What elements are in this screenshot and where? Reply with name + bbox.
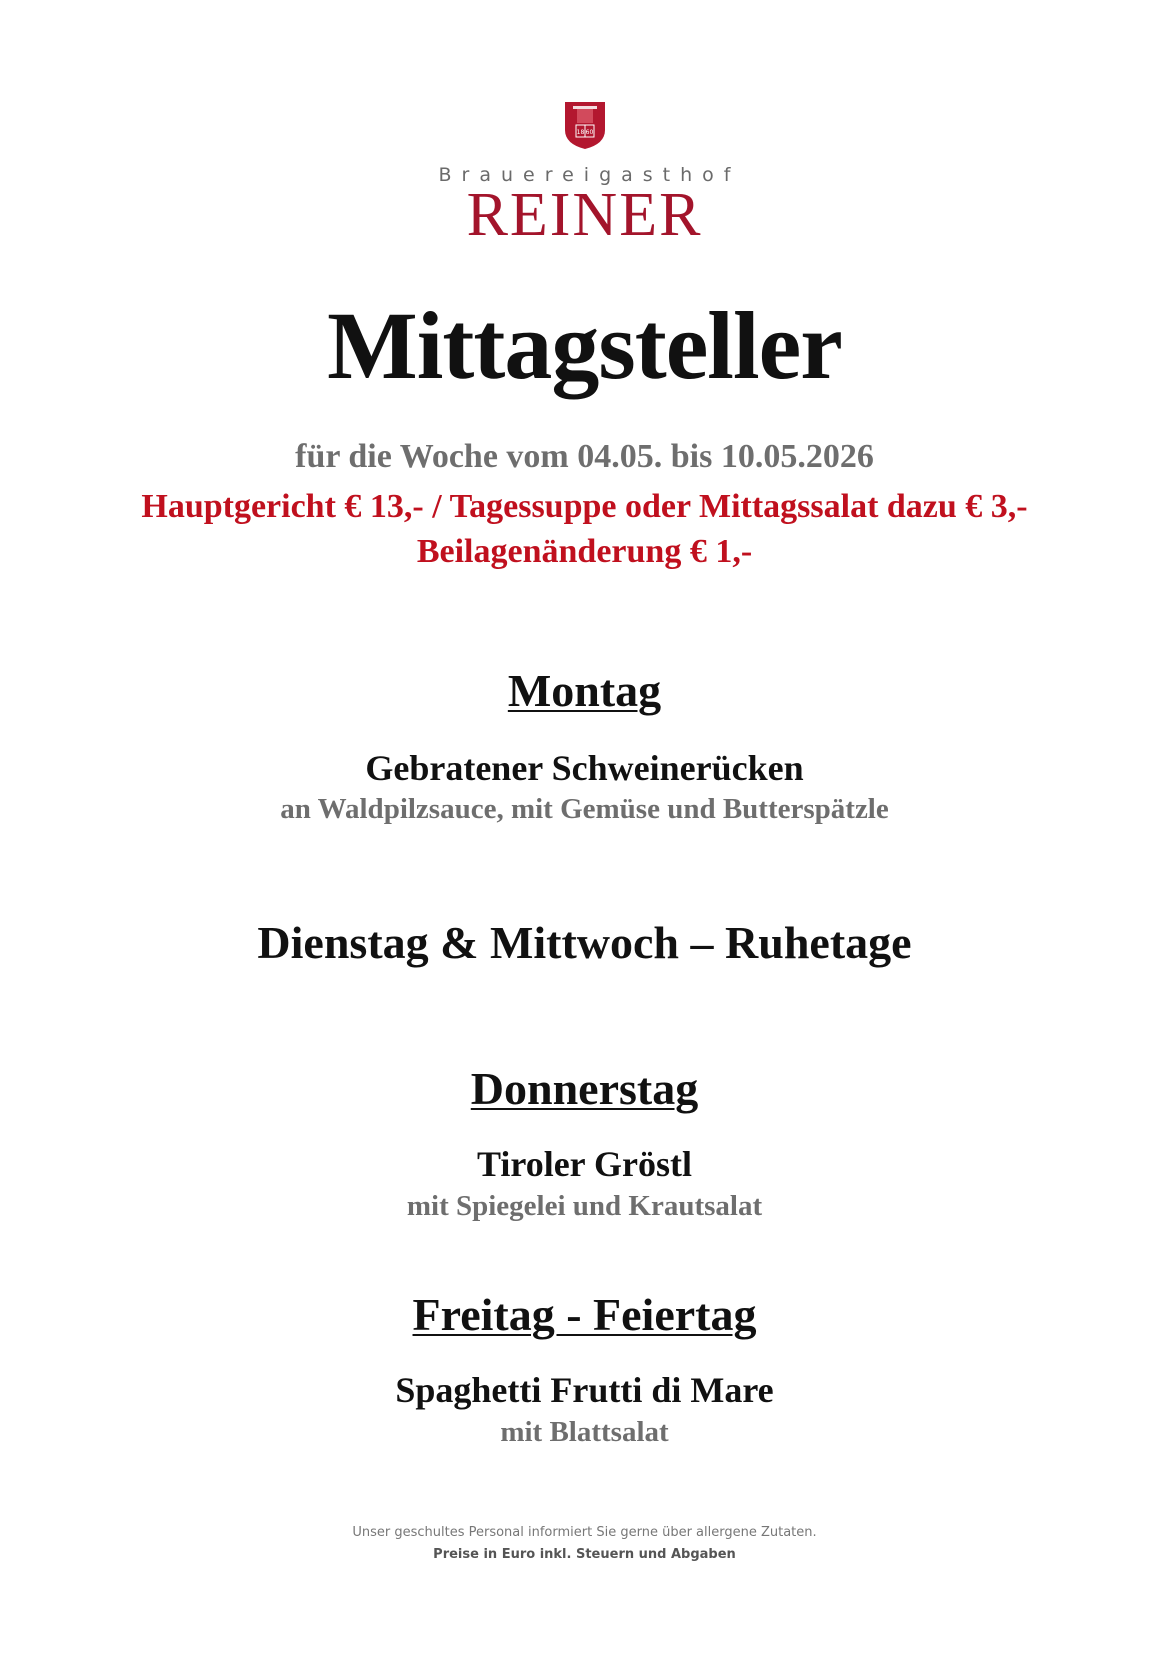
day-heading-thursday-text: Donnerstag (470, 1063, 699, 1114)
dish-thursday: Tiroler Gröstl (477, 1144, 692, 1184)
day-heading-thursday (0, 1063, 1169, 1114)
logo-year-left: 18 (576, 129, 585, 136)
allergen-note: Unser geschultes Personal informiert Sie gerne über allergene Zutaten. (352, 1525, 817, 1540)
dish-monday: Gebratener Schweinerücken (365, 748, 804, 788)
week-range: für die Woche vom 04.05. bis 10.05.2026 (295, 438, 874, 475)
brewery-shield-icon (563, 100, 607, 150)
logo-year-right: 60 (585, 129, 594, 136)
day-heading-friday-text: Freitag - Feiertag (412, 1289, 757, 1340)
brand-name: REINER (466, 181, 703, 249)
side-monday: an Waldpilzsauce, mit Gemüse und Butterspätzle (280, 793, 889, 825)
price-line-main: Hauptgericht € 13,- / Tagessuppe oder Mittagssalat dazu € 3,- (141, 488, 1028, 525)
price-line-side-change: Beilagenänderung € 1,- (416, 533, 753, 570)
brand-tagline: Brauereigasthof (438, 164, 741, 186)
dish-friday: Spaghetti Frutti di Mare (395, 1370, 774, 1410)
side-thursday: mit Spiegelei und Krautsalat (406, 1190, 763, 1222)
day-heading-monday-text: Montag (507, 665, 662, 716)
side-friday: mit Blattsalat (500, 1416, 669, 1448)
page-title: Mittagsteller (327, 292, 842, 399)
day-heading-monday (0, 665, 1169, 716)
day-heading-friday (0, 1289, 1169, 1340)
tax-note: Preise in Euro inkl. Steuern und Abgaben (433, 1547, 736, 1562)
closed-days-notice: Dienstag & Mittwoch – Ruhetage (257, 917, 912, 968)
